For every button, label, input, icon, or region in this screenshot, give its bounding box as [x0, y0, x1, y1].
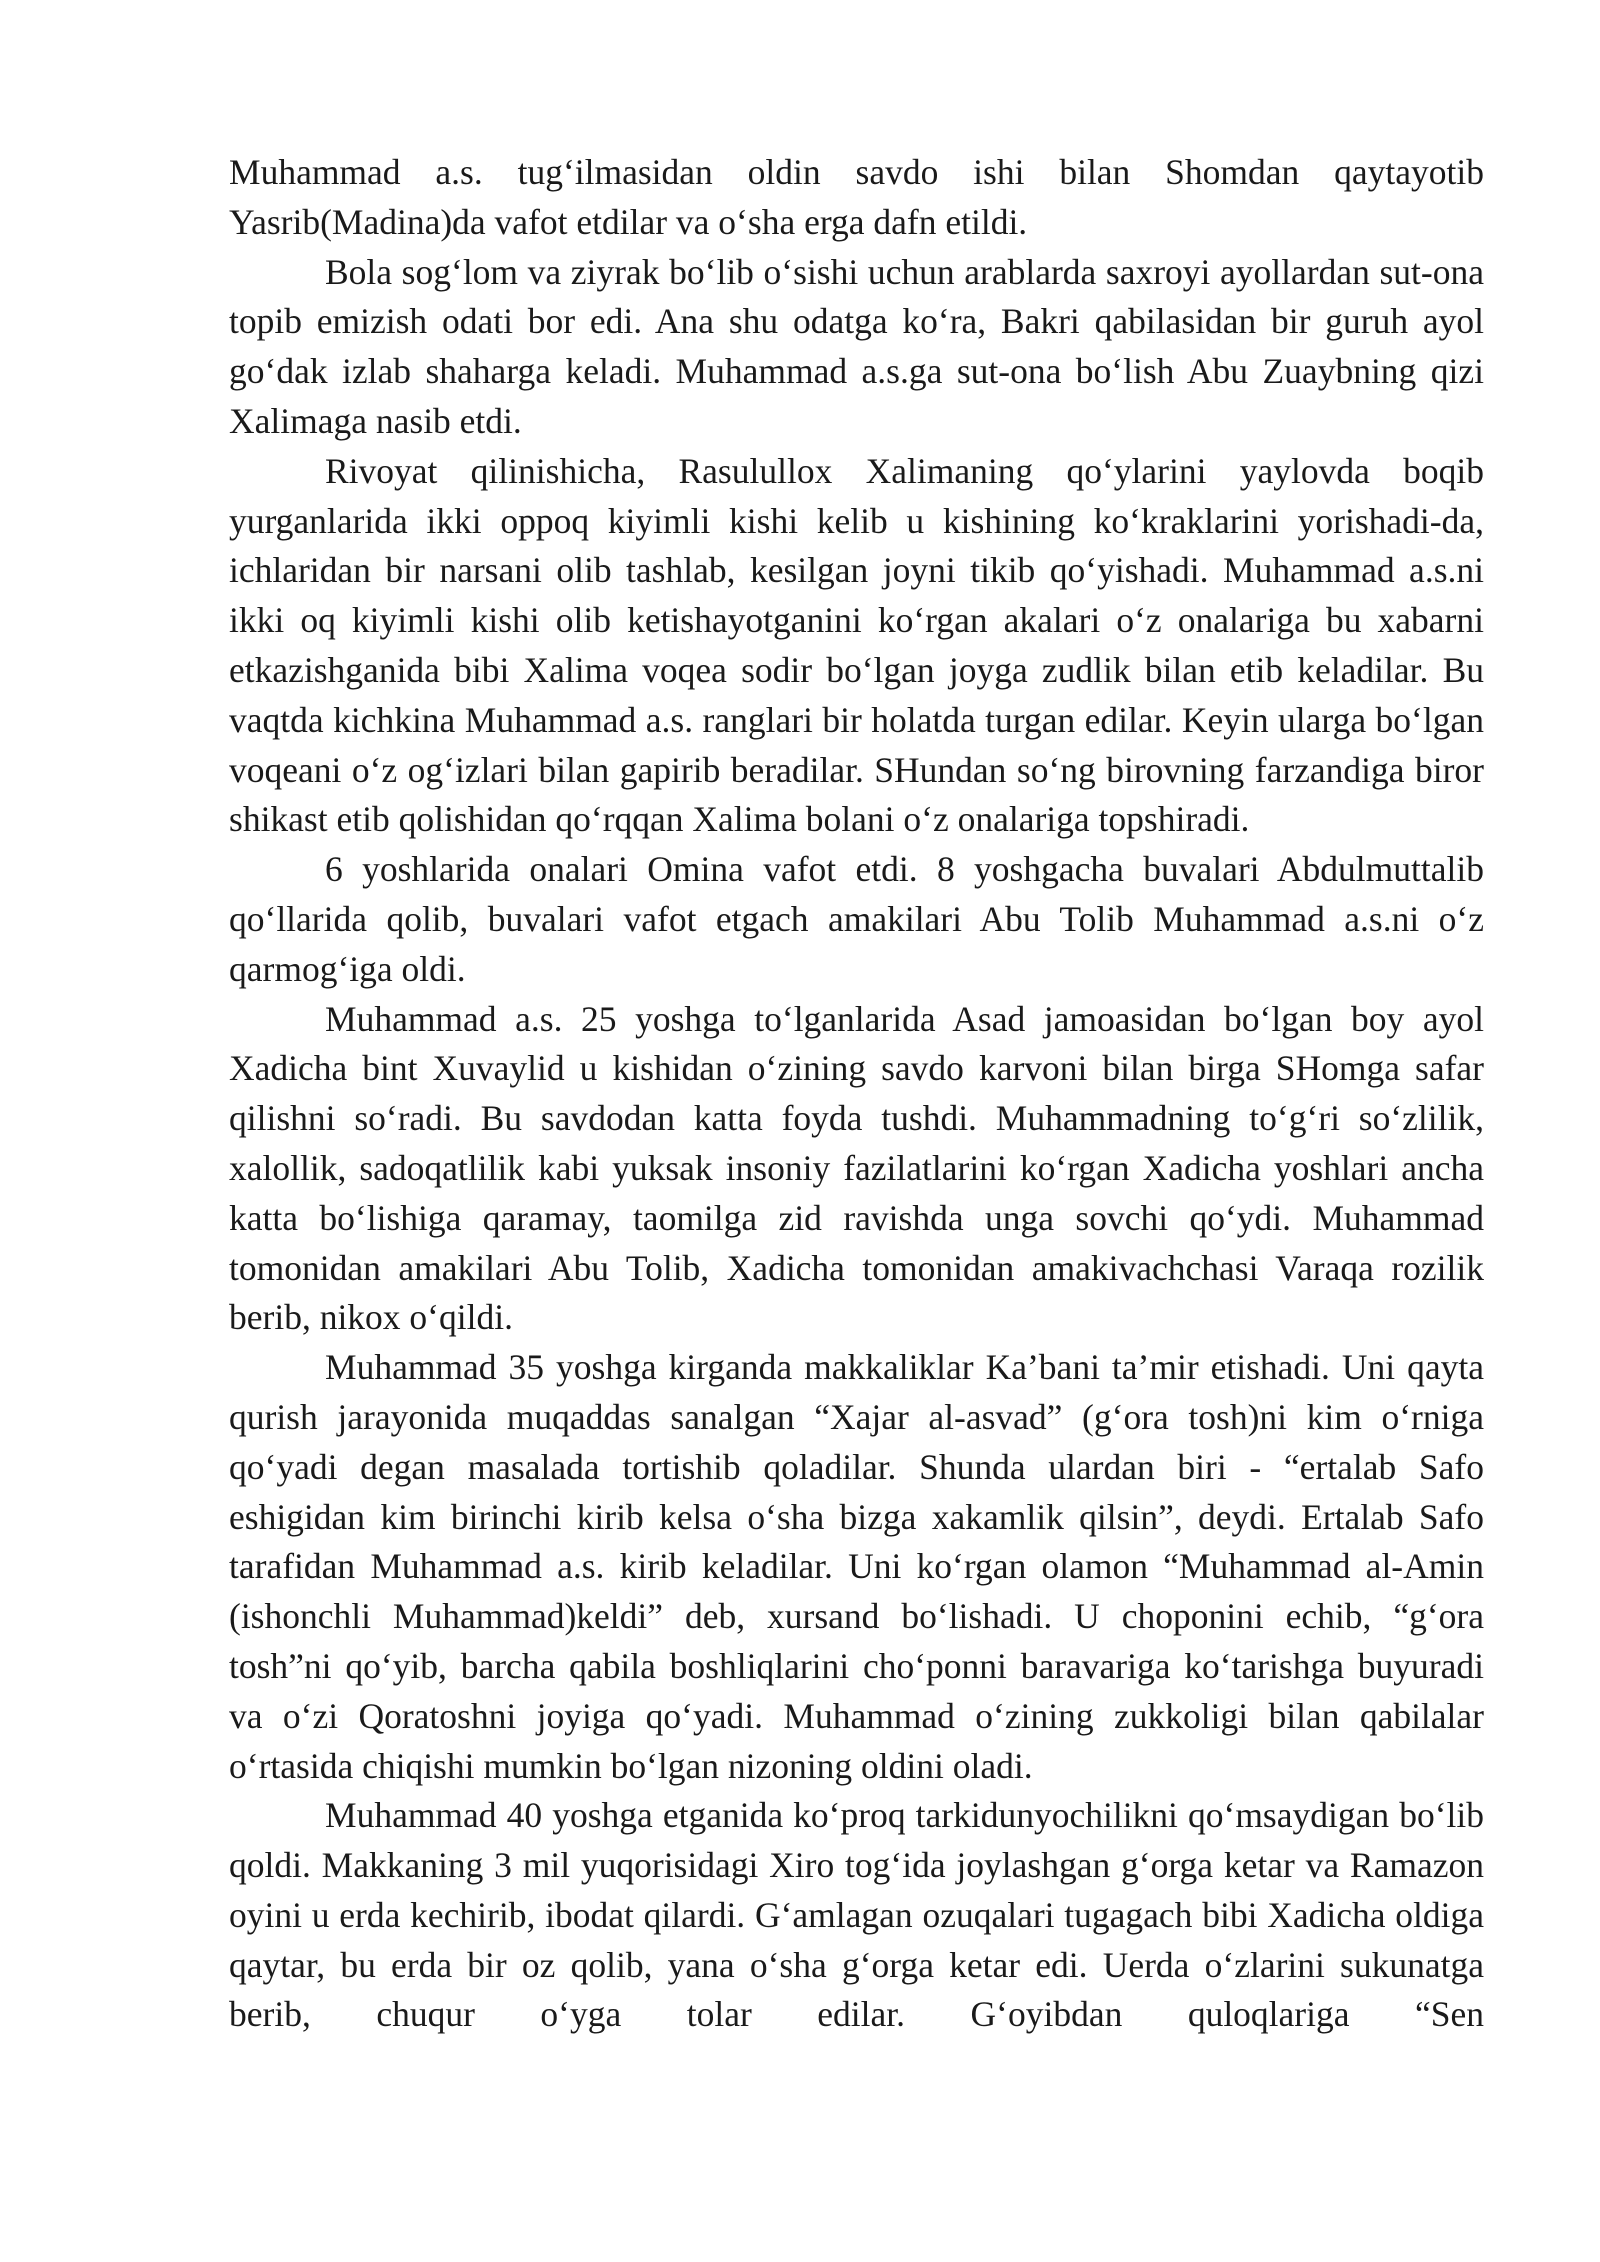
paragraph-3: Rivoyat qilinishicha, Rasulullox Xalimaning qo‘ylarini yaylovda boqib yurganlarida ikki oppoq kiyimli kishi kelib u kishining ko‘kraklarini yorishadi-da, ichlaridan bir narsani olib tashlab, kesilgan joyni tikib qo‘yishadi. Muhammad a.s.ni ikki oq kiyimli kishi olib ketishayotganini ko‘rgan akalari o‘z onalariga bu xabarni etkazishganida bibi Xalima voqea sodir bo‘lgan joyga zudlik bilan etib keladilar. Bu vaqtda kichkina Muhammad a.s. ranglari bir holatda turgan edilar. Keyin ularga bo‘lgan voqeani o‘z og‘izlari bilan gapirib beradilar. SHundan so‘ng birovning farzandiga biror shikast etib qolishidan qo‘rqqan Xalima bolani o‘z onalariga topshiradi.: [229, 450, 1484, 840]
paragraph-1: Muhammad a.s. tug‘ilmasidan oldin savdo ishi bilan Shomdan qaytayotib Yasrib(Madina)da vafot etdilar va o‘sha erga dafn etildi.: [229, 152, 1484, 242]
paragraph-2: Bola sog‘lom va ziyrak bo‘lib o‘sishi uchun arablarda saxroyi ayollardan sut-ona topib emizish odati bor edi. Ana shu odatga ko‘ra, Bakri qabilasidan bir guruh ayol go‘dak izlab shaharga keladi. Muhammad a.s.ga sut-ona bo‘lish Abu Zuaybning qizi Xalimaga nasib etdi.: [229, 251, 1484, 441]
document-body: [229, 148, 1484, 2040]
paragraph-4: 6 yoshlarida onalari Omina vafot etdi. 8 yoshgacha buvalari Abdulmuttalib qo‘llarida qolib, buvalari vafot etgach amakilari Abu Tolib Muhammad a.s.ni o‘z qarmog‘iga oldi.: [229, 849, 1484, 989]
paragraph-7: Muhammad 40 yoshga etganida ko‘proq tarkidunyochilikni qo‘msaydigan bo‘lib qoldi. Makkaning 3 mil yuqorisidagi Xiro tog‘ida joylashgan g‘orga ketar va Ramazon oyini u erda kechirib, ibodat qilardi. G‘amlagan ozuqalari tugagach bibi Xadicha oldiga qaytar, bu erda bir oz qolib, yana o‘sha g‘orga ketar edi. Uerda o‘zlarini sukunatga berib, chuqur o‘yga tolar edilar. G‘oyibdan quloqlariga “Sen: [229, 1795, 1484, 2035]
paragraph-6: Muhammad 35 yoshga kirganda makkaliklar Ka’bani ta’mir etishadi. Uni qayta qurish jarayonida muqaddas sanalgan “Xajar al-asvad” (g‘ora tosh)ni kim o‘rniga qo‘yadi degan masalada tortishib qoladilar. Shunda ulardan biri - “ertalab Safo eshigidan kim birinchi kirib kelsa o‘sha bizga xakamlik qilsin”, deydi. Ertalab Safo tarafidan Muhammad a.s. kirib keladilar. Uni ko‘rgan olamon “Muhammad al-Amin (ishonchli Muhammad)keldi” deb, xursand bo‘lishadi. U choponini echib, “g‘ora tosh”ni qo‘yib, barcha qabila boshliqlarini cho‘ponni baravariga ko‘tarishga buyuradi va o‘zi Qoratoshni joyiga qo‘yadi. Muhammad o‘zining zukkoligi bilan qabilalar o‘rtasida chiqishi mumkin bo‘lgan nizoning oldini oladi.: [229, 1347, 1484, 1786]
paragraph-5: Muhammad a.s. 25 yoshga to‘lganlarida Asad jamoasidan bo‘lgan boy ayol Xadicha bint Xuvaylid u kishidan o‘zining savdo karvoni bilan birga SHomga safar qilishni so‘radi. Bu savdodan katta foyda tushdi. Muhammadning to‘g‘ri so‘zlilik, xalollik, sadoqatlilik kabi yuksak insoniy fazilatlarini ko‘rgan Xadicha yoshlari ancha katta bo‘lishiga qaramay, taomilga zid ravishda unga sovchi qo‘ydi. Muhammad tomonidan amakilari Abu Tolib, Xadicha tomonidan amakivachchasi Varaqa rozilik berib, nikox o‘qildi.: [229, 998, 1484, 1338]
